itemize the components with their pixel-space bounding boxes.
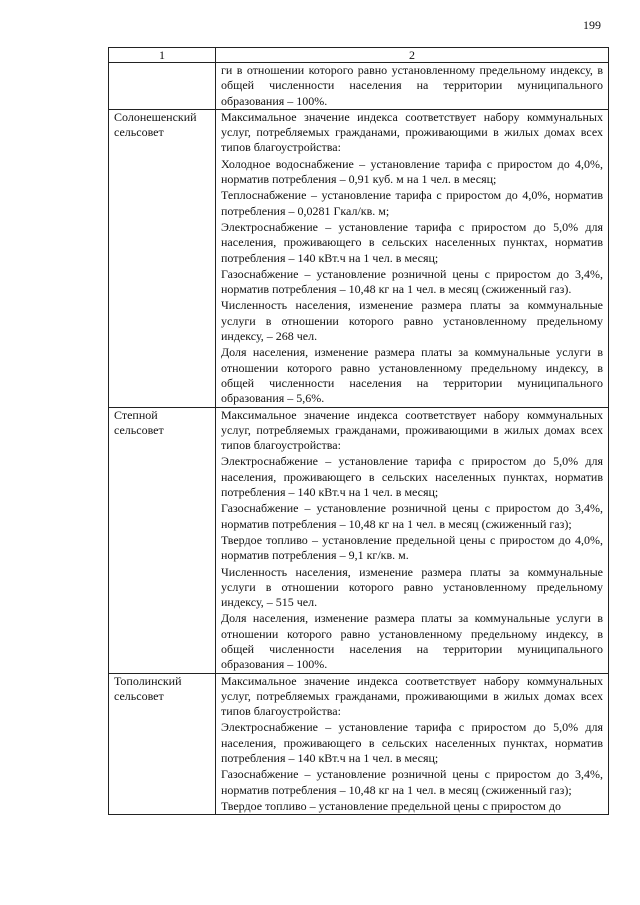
column-header-2: 2 [216, 48, 609, 63]
description-paragraph: Максимальное значение индекса соответствует набору коммунальных услуг, потребляемых гражданами, проживающими в жилых домах всех типов благоустройства: [221, 109, 603, 155]
municipal-index-table [108, 47, 609, 815]
description-paragraph: Теплоснабжение – установление тарифа с приростом до 4,0%, норматив потребления – 0,0281 Гкал/кв. м; [221, 188, 603, 218]
column-header-1: 1 [109, 48, 216, 63]
municipality-name-cell: Степной сельсовет [109, 407, 216, 673]
description-cell [216, 407, 609, 673]
table-row [109, 673, 609, 815]
description-paragraph: Газоснабжение – установление розничной цены с приростом до 3,4%, норматив потребления – 10,48 кг на 1 чел. в месяц (сжиженный газ); [221, 767, 603, 797]
table-header-row [109, 48, 609, 63]
description-paragraph: Электроснабжение – установление тарифа с приростом до 5,0% для населения, проживающего в сельских населенных пунктах, норматив потребления – 140 кВт.ч на 1 чел. в месяц; [221, 219, 603, 265]
description-paragraph: Максимальное значение индекса соответствует набору коммунальных услуг, потребляемых гражданами, проживающими в жилых домах всех типов благоустройства: [221, 673, 603, 719]
description-paragraph: Твердое топливо – установление предельной цены с приростом до 4,0%, норматив потребления – 9,1 кг/кв. м. [221, 532, 603, 563]
table-row [109, 109, 609, 407]
page-number: 199 [583, 18, 601, 32]
description-paragraph: Твердое топливо – установление предельной цены с приростом до [221, 798, 561, 813]
description-paragraph: ги в отношении которого равно установленному предельному индексу, в общей численности населения на территории муниципального образования – 100%. [221, 63, 603, 108]
table-row [109, 63, 609, 110]
description-paragraph: Газоснабжение – установление розничной цены с приростом до 3,4%, норматив потребления – 10,48 кг на 1 чел. в месяц (сжиженный газ); [221, 501, 603, 531]
description-cell [216, 673, 609, 815]
description-paragraph: Максимальное значение индекса соответствует набору коммунальных услуг, потребляемых гражданами, проживающими в жилых домах всех типов благоустройства: [221, 407, 603, 453]
municipality-name-cell: Солонешенский сельсовет [109, 109, 216, 407]
description-paragraph: Газоснабжение – установление розничной цены с приростом до 3,4%, норматив потребления – 10,48 кг на 1 чел. в месяц (сжиженный газ). [221, 266, 603, 297]
description-paragraph: Доля населения, изменение размера платы за коммунальные услуги в отношении которого равно установленному предельному индексу, в общей численности населения на территории муниципального образования – 5,6%. [221, 345, 603, 406]
description-paragraph: Электроснабжение – установление тарифа с приростом до 5,0% для населения, проживающего в сельских населенных пунктах, норматив потребления – 140 кВт.ч на 1 чел. в месяц; [221, 720, 603, 766]
description-paragraph: Численность населения, изменение размера платы за коммунальные услуги в отношении которого равно установленному предельному индексу, – 268 чел. [221, 298, 603, 344]
table-body [109, 63, 609, 815]
table-row [109, 407, 609, 673]
description-paragraph: Электроснабжение – установление тарифа с приростом до 5,0% для населения, проживающего в сельских населенных пунктах, норматив потребления – 140 кВт.ч на 1 чел. в месяц; [221, 454, 603, 500]
description-cell [216, 63, 609, 110]
description-paragraph: Холодное водоснабжение – установление тарифа с приростом до 4,0%, норматив потребления – 0,91 куб. м на 1 чел. в месяц; [221, 156, 603, 187]
description-cell [216, 109, 609, 407]
municipality-name-cell: Тополинский сельсовет [109, 673, 216, 815]
description-paragraph: Доля населения, изменение размера платы за коммунальные услуги в отношении которого равно установленному предельному индексу, в общей численности населения на территории муниципального образования – 100%. [221, 611, 603, 672]
municipality-name-cell [109, 63, 216, 110]
description-paragraph: Численность населения, изменение размера платы за коммунальные услуги в отношении которого равно установленному предельному индексу, – 515 чел. [221, 564, 603, 610]
